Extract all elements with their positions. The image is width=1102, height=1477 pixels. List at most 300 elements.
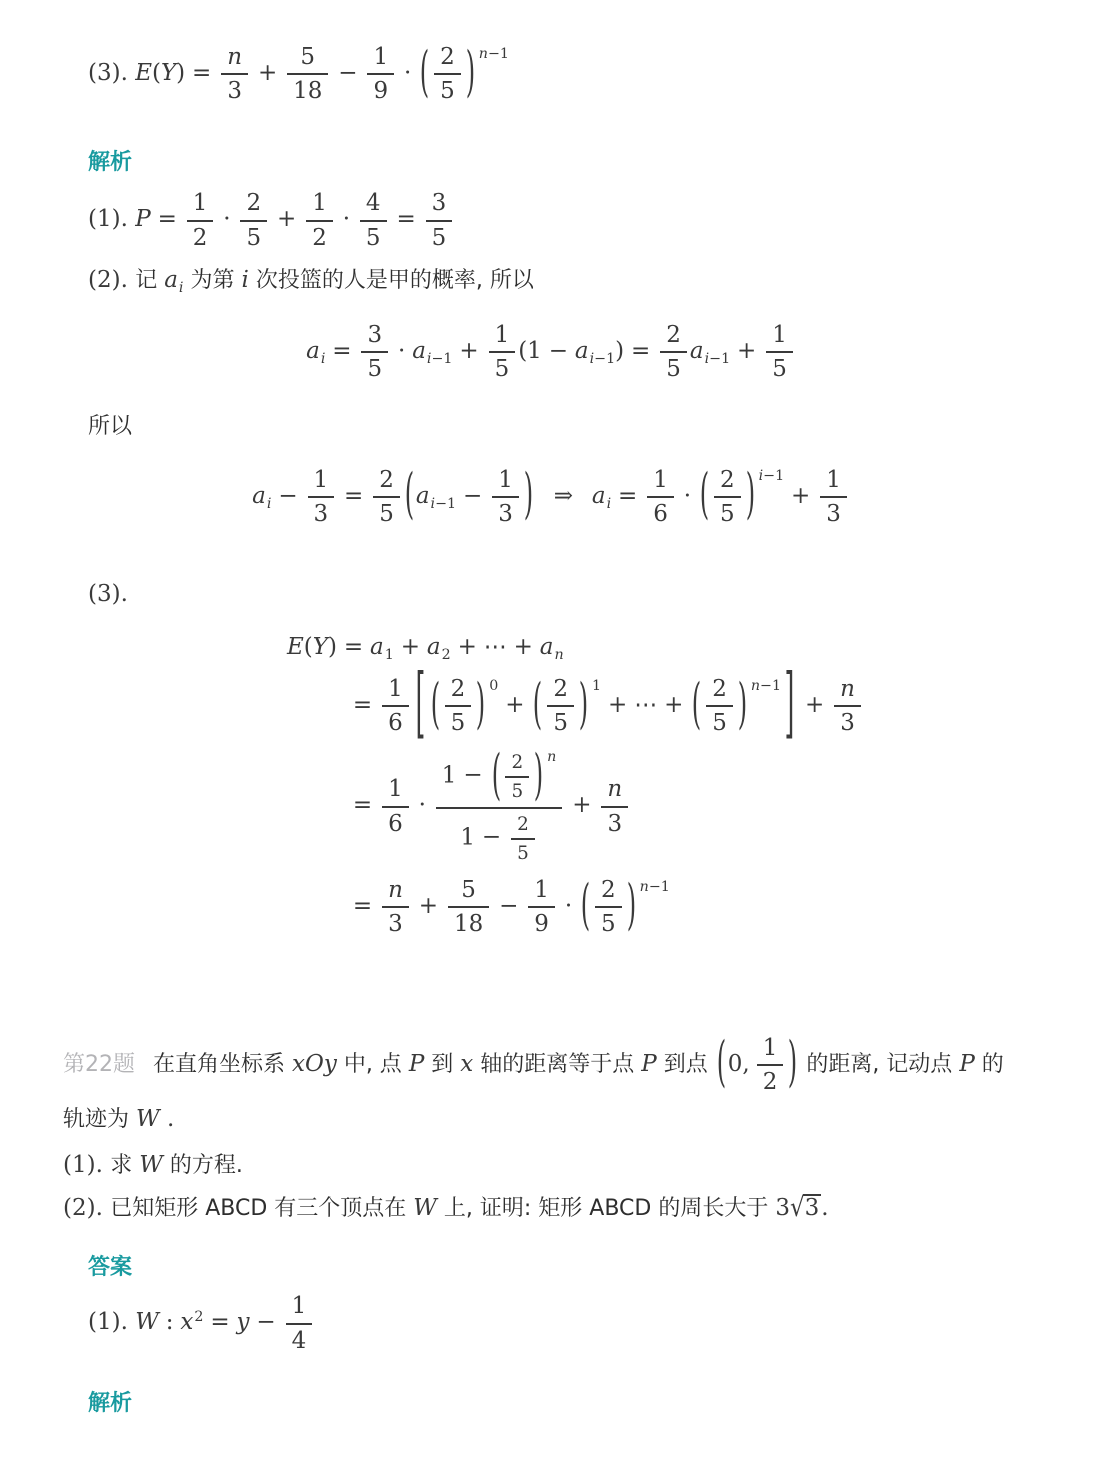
math-text: n: [840, 676, 855, 703]
math-text: (3).: [88, 581, 128, 608]
math-operator: +: [418, 892, 439, 919]
math-fraction: [601, 774, 628, 838]
fraction-numerator: [426, 188, 453, 221]
math-text: 2: [553, 676, 569, 703]
fraction-numerator: [820, 465, 847, 498]
math-group-body: [711, 466, 744, 528]
fraction-numerator: [547, 674, 574, 707]
close-delimiter: ): [476, 674, 486, 736]
close-delimiter: ): [788, 1033, 798, 1095]
math-text: i: [241, 267, 249, 294]
problem22-question1: [63, 1151, 1102, 1180]
problem-number: 第22题: [63, 1051, 135, 1077]
math-text: 2: [511, 752, 524, 774]
fraction-numerator: [528, 875, 555, 908]
math-text: 5: [666, 356, 681, 383]
math-run: [540, 634, 554, 660]
close-delimiter: ): [737, 674, 748, 736]
math-text: 2: [192, 224, 208, 251]
math-run: [88, 581, 128, 607]
cjk-text: 记: [135, 268, 165, 294]
math-text: −1: [648, 878, 670, 895]
math-text: 1: [192, 190, 208, 217]
fraction-numerator: [706, 674, 733, 707]
open-delimiter: (: [430, 674, 440, 736]
math-text: 2: [601, 876, 616, 903]
fraction-numerator: [601, 774, 628, 807]
math-text: 0: [489, 677, 499, 694]
math-fraction: [434, 42, 461, 106]
math-text: i: [606, 495, 612, 512]
fraction-denominator: [382, 808, 409, 838]
fraction-numerator: [382, 774, 409, 807]
math-text: 1: [653, 466, 668, 493]
derivation-line-3: [346, 747, 1102, 866]
problem22-statement-line1: [63, 1033, 1102, 1097]
math-run: [237, 1309, 250, 1335]
math-text: 1: [772, 321, 787, 348]
math-group-body: [727, 1034, 787, 1096]
math-fraction: [547, 674, 574, 738]
fraction-denominator: [286, 1325, 313, 1355]
cjk-text: 的距离, 记动点: [799, 1051, 960, 1077]
math-text: 2: [712, 676, 727, 703]
math-text: 5: [772, 356, 787, 383]
math-operator: +: [505, 691, 525, 718]
math-text: −1: [435, 495, 457, 512]
math-text: 1: [460, 824, 476, 851]
math-exponent: [640, 879, 670, 895]
math-operator: −: [463, 762, 483, 789]
math-fraction: [367, 42, 394, 106]
cjk-text: 已知矩形 ABCD 有三个顶点在: [110, 1196, 414, 1222]
math-text: −1: [709, 350, 731, 367]
fraction-numerator: [436, 747, 563, 809]
math-text: 1: [312, 190, 327, 217]
math-text: n: [547, 748, 557, 765]
math-fraction: [511, 812, 535, 865]
math-run: [252, 483, 266, 509]
fraction-denominator: [547, 707, 574, 737]
open-delimiter: [: [415, 661, 426, 749]
math-exponent: [489, 678, 498, 694]
math-fraction: [287, 42, 328, 106]
math-run: [292, 1051, 337, 1077]
math-text: i: [178, 280, 184, 297]
math-text: (3).: [88, 59, 136, 86]
math-run: [139, 1152, 163, 1178]
math-text: i: [704, 350, 710, 367]
fraction-denominator: [287, 75, 328, 105]
math-text: i: [426, 350, 432, 367]
math-fraction: [492, 465, 519, 529]
fraction-numerator: [489, 320, 516, 353]
fraction-denominator: [187, 222, 214, 252]
fraction-denominator: [647, 498, 674, 528]
math-run: [88, 1309, 135, 1335]
math-text: a: [689, 337, 704, 364]
fraction-numerator: [511, 812, 535, 840]
fraction-numerator: [240, 188, 267, 221]
fraction-denominator: [382, 908, 409, 938]
math-text: ⋯: [634, 691, 658, 718]
math-operator: =: [631, 337, 651, 364]
math-text: i: [266, 495, 272, 512]
math-operator: ·: [564, 892, 573, 919]
math-fraction: [426, 188, 453, 252]
cjk-text: 求: [110, 1153, 140, 1179]
math-text: 2: [246, 190, 262, 217]
math-text: 6: [653, 501, 668, 528]
math-run: [412, 338, 426, 364]
math-text: W: [135, 1309, 159, 1336]
math-exponent: [479, 46, 509, 62]
math-group-body: [442, 676, 475, 737]
math-text: 2: [440, 44, 455, 70]
fraction-denominator: [595, 908, 622, 938]
math-text: n: [554, 647, 564, 664]
math-subscript: [555, 647, 564, 663]
math-text: 2: [312, 224, 327, 251]
answer-label: 答案: [88, 1254, 133, 1280]
math-text: W: [413, 1195, 437, 1222]
fraction-numerator: [360, 188, 387, 221]
math-operator: ·: [683, 482, 692, 509]
cjk-text: 的方程.: [162, 1153, 243, 1179]
math-operator: +: [257, 59, 278, 86]
math-text: 2: [441, 647, 451, 664]
math-text: 9: [534, 911, 549, 938]
math-text: −1: [760, 677, 782, 694]
fraction-numerator: [367, 42, 394, 75]
fraction-denominator: [448, 908, 489, 938]
close-delimiter: ): [465, 42, 476, 104]
math-run: [287, 634, 337, 660]
math-exponent: [759, 468, 785, 484]
math-run: [135, 60, 185, 86]
math-text: a: [539, 634, 554, 661]
fraction-denominator: [714, 498, 741, 528]
cjk-text: 上, 证明: 矩形 ABCD 的周长大于: [436, 1196, 776, 1222]
math-text: 2: [666, 321, 681, 348]
fraction-numerator: [286, 1291, 313, 1324]
math-text: 1: [494, 321, 510, 348]
math-text: ): [615, 337, 625, 364]
analysis-label-2: 解析: [88, 1391, 133, 1417]
math-operator: +: [277, 206, 297, 233]
math-subscript: [385, 647, 394, 663]
math-text: −1: [763, 468, 785, 485]
math-run: [460, 824, 475, 850]
fraction-numerator: [834, 674, 861, 707]
fraction-denominator: [660, 353, 687, 383]
fraction-numerator: [287, 42, 328, 75]
math-operator: −: [463, 482, 483, 509]
math-run: [135, 1309, 159, 1335]
square-root: [790, 1194, 821, 1223]
math-run: [575, 338, 589, 364]
math-group-body: [502, 752, 532, 803]
math-subscript: [590, 351, 616, 367]
math-run: [427, 634, 441, 660]
math-run: [959, 1051, 974, 1077]
math-text: 3: [840, 710, 855, 737]
math-fraction: [360, 188, 387, 252]
math-text: 1: [826, 466, 841, 493]
fraction-numerator: [306, 188, 333, 221]
math-text: (1).: [63, 1152, 111, 1179]
math-operator: =: [352, 892, 373, 919]
math-text: 4: [291, 1327, 307, 1354]
math-fraction: [706, 674, 733, 738]
math-text: 3: [826, 501, 841, 528]
math-run: [484, 634, 507, 660]
math-text: i: [430, 495, 436, 512]
fraction-denominator: [445, 707, 472, 737]
cjk-text: 为第: [183, 268, 242, 294]
fraction-numerator: [595, 875, 622, 908]
math-run: [413, 1195, 437, 1221]
math-fraction: [448, 875, 489, 939]
fraction-denominator: [436, 809, 563, 866]
formula-recurrence: [0, 320, 1102, 384]
math-text: n: [478, 45, 488, 62]
math-text: 2: [379, 466, 394, 493]
math-subscript: [267, 496, 272, 512]
fraction-numerator: [505, 750, 529, 778]
math-text: a: [426, 634, 441, 661]
math-exponent: [751, 678, 781, 694]
fraction-denominator: [382, 707, 409, 737]
math-run: [592, 483, 606, 509]
math-text: 5: [431, 224, 447, 251]
math-run: [615, 338, 624, 364]
cjk-text: 的: [974, 1051, 1004, 1077]
text-therefore: [88, 412, 1102, 441]
math-text: 1: [498, 466, 513, 493]
math-operator: =: [618, 482, 638, 509]
math-text: (2).: [88, 267, 136, 294]
cjk-text: 到点: [656, 1051, 715, 1077]
math-text: i: [589, 350, 595, 367]
math-superscript: [194, 1309, 203, 1325]
math-text: 5: [246, 224, 262, 251]
math-text: 1: [592, 677, 602, 694]
math-operator: :: [165, 1309, 174, 1336]
fraction-denominator: [492, 498, 519, 528]
fraction-denominator: [221, 75, 248, 105]
open-delimiter: (: [404, 465, 415, 527]
fraction-numerator: [492, 465, 519, 498]
fraction-denominator: [373, 498, 400, 528]
math-operator: =: [192, 59, 212, 86]
math-subscript: [607, 496, 612, 512]
fraction-denominator: [601, 808, 628, 838]
open-delimiter: (: [692, 674, 702, 736]
math-text: a: [415, 482, 430, 509]
math-fraction: [308, 465, 335, 529]
analysis-label: 解析: [88, 149, 133, 175]
math-text: 9: [373, 78, 389, 105]
math-text: 3: [775, 1195, 790, 1222]
math-text: 5: [494, 356, 510, 383]
math-operator: +: [572, 792, 592, 819]
cjk-text: 次投篮的人是甲的概率, 所以: [248, 268, 534, 294]
math-run: [136, 1106, 160, 1132]
math-run: [728, 1051, 750, 1077]
math-subscript: [321, 351, 326, 367]
math-operator: =: [332, 337, 352, 364]
math-operator: ·: [403, 59, 412, 86]
math-text: ): [327, 634, 337, 661]
math-text: 0,: [727, 1050, 750, 1077]
fraction-numerator: [766, 320, 793, 353]
math-text: 1: [313, 466, 329, 493]
math-text: 2: [762, 1069, 778, 1096]
math-exponent: [592, 678, 601, 694]
math-operator: =: [210, 1309, 230, 1336]
math-text: 3: [607, 810, 623, 837]
math-operator: =: [396, 206, 416, 233]
math-operator: −: [256, 1309, 276, 1336]
math-operator: +: [459, 337, 479, 364]
math-run: [160, 1106, 175, 1132]
math-group-body: [592, 876, 625, 938]
math-run: [180, 1309, 193, 1335]
math-text: P: [959, 1050, 975, 1077]
math-text: 5: [553, 710, 569, 737]
cjk-text: 到: [424, 1051, 461, 1077]
math-text: 5: [461, 876, 476, 903]
fraction-numerator: [434, 42, 461, 75]
math-run: [164, 267, 178, 293]
math-text: W: [139, 1152, 163, 1179]
math-text: a: [164, 267, 178, 294]
math-group: [579, 875, 670, 939]
math-text: 5: [712, 710, 727, 737]
math-fraction: [489, 320, 516, 384]
math-text: 5: [719, 501, 735, 528]
math-group: [698, 465, 784, 529]
math-text: 5: [365, 224, 381, 251]
math-operator: +: [804, 691, 825, 718]
math-run: [409, 1051, 424, 1077]
math-fraction: [757, 1033, 784, 1097]
math-text: 1: [534, 876, 549, 903]
math-operator: ·: [223, 206, 231, 233]
cjk-text: 轨迹为: [63, 1106, 136, 1132]
math-group-body: [415, 466, 522, 528]
math-text: E: [287, 634, 304, 661]
math-text: x: [180, 1309, 194, 1336]
math-text: 3: [498, 501, 513, 528]
math-run: [821, 1195, 828, 1221]
math-text: n: [388, 876, 403, 903]
math-text: n: [607, 776, 623, 803]
math-operator: +: [791, 482, 811, 509]
derivation-line-2: [346, 661, 1102, 749]
math-operator: =: [352, 792, 373, 819]
math-text: (1: [518, 337, 542, 364]
fraction-numerator: [660, 320, 687, 353]
math-fraction: [834, 674, 861, 738]
math-text: a: [574, 337, 589, 364]
math-text: a: [252, 482, 266, 509]
math-group: [690, 674, 781, 738]
math-operator: −: [278, 482, 298, 509]
math-text: a: [306, 337, 320, 364]
cjk-text: 在直角坐标系: [153, 1051, 292, 1077]
math-fraction: [714, 465, 741, 529]
math-group-body: [703, 676, 736, 737]
math-subscript: [427, 351, 453, 367]
math-text: 2: [719, 466, 735, 493]
problem22-statement-line2: [63, 1105, 1102, 1134]
math-fraction: [505, 750, 529, 803]
math-text: n: [227, 44, 243, 70]
open-delimiter: (: [580, 875, 591, 937]
math-fraction: [436, 747, 563, 866]
math-operator: +: [400, 634, 420, 661]
math-text: a: [412, 337, 426, 364]
math-run: [416, 483, 430, 509]
fraction-denominator: [489, 353, 516, 383]
math-text: 5: [450, 710, 466, 737]
formula-recurrence-solved: [0, 465, 1102, 529]
math-subscript: [705, 351, 731, 367]
close-delimiter: ): [626, 875, 636, 937]
math-text: 1: [388, 676, 403, 703]
math-group-body: [431, 44, 464, 105]
fraction-numerator: [757, 1033, 784, 1066]
math-text: .: [821, 1195, 829, 1222]
math-text: 1: [388, 776, 403, 803]
fraction-numerator: [448, 875, 489, 908]
math-run: [690, 338, 704, 364]
math-exponent: [547, 749, 556, 765]
math-run: [370, 634, 384, 660]
math-text: P: [641, 1050, 657, 1077]
math-fraction: [221, 42, 248, 106]
text-part3-marker: [88, 580, 1102, 609]
math-text: .: [159, 1105, 175, 1132]
math-text: P: [408, 1050, 425, 1077]
math-text: xOy: [292, 1050, 337, 1077]
math-text: a: [370, 634, 384, 661]
math-text: 5: [511, 781, 524, 803]
math-fraction: [382, 674, 409, 738]
math-fraction: [382, 774, 409, 838]
math-text: 1: [762, 1034, 778, 1061]
formula-answer-w-equation: [88, 1291, 1102, 1355]
math-text: 1: [291, 1293, 307, 1320]
fraction-numerator: [445, 674, 472, 707]
math-text: (2).: [63, 1195, 111, 1222]
fraction-denominator: [766, 353, 793, 383]
fraction-numerator: [382, 674, 409, 707]
math-text: 3: [313, 501, 329, 528]
math-group: [418, 42, 509, 106]
math-group: [429, 674, 499, 738]
formula-ey-result-top: [88, 42, 1102, 106]
math-fraction: [240, 188, 267, 252]
fraction-denominator: [834, 707, 861, 737]
math-text: (: [152, 59, 161, 86]
fraction-denominator: [706, 707, 733, 737]
math-text: 18: [293, 78, 323, 105]
math-fraction: [528, 875, 555, 939]
math-group: [403, 465, 535, 529]
